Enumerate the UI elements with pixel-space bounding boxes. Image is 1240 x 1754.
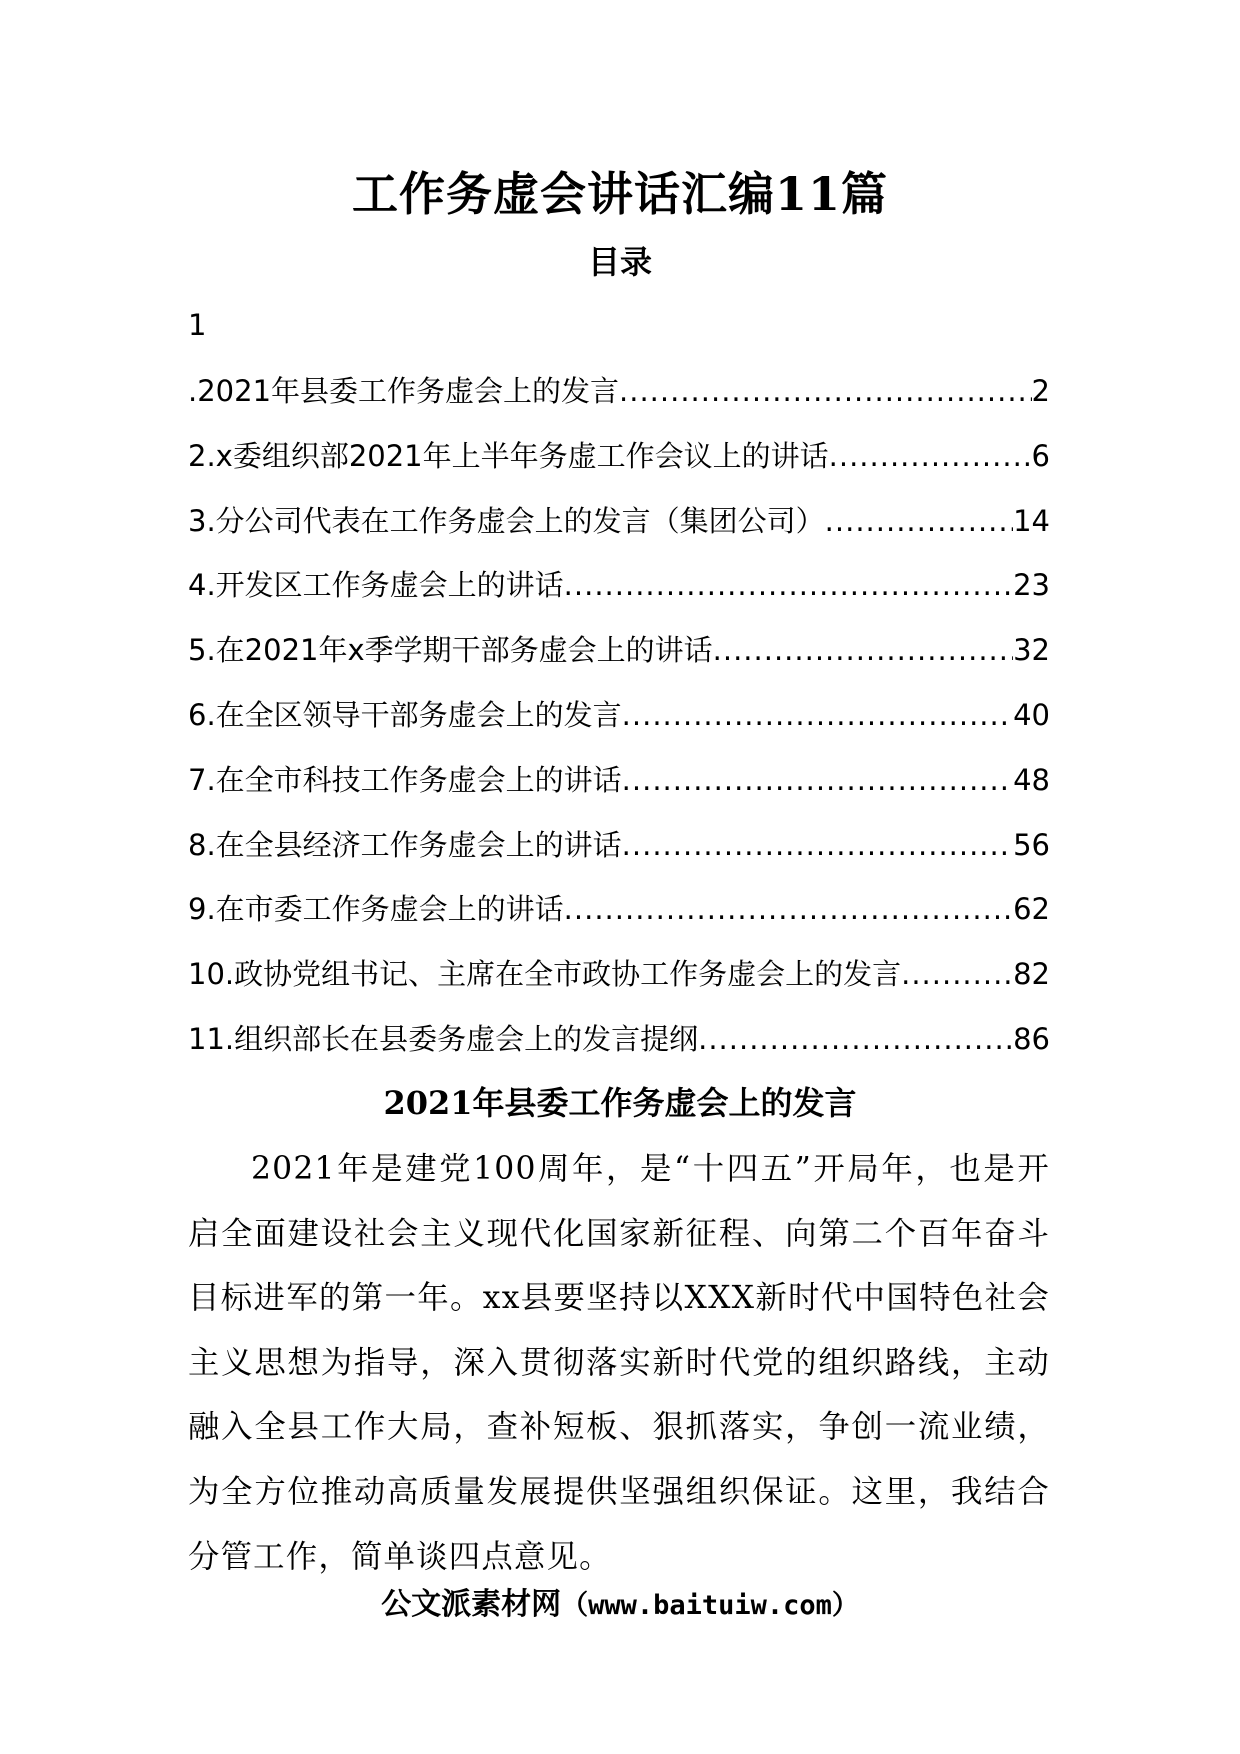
toc-entry[interactable] — [188, 887, 1050, 952]
footer-site-name: 公文派素材网 — [381, 1587, 562, 1622]
toc-dot-leader — [564, 563, 1013, 607]
footer-site-url: （www.baituiw.com） — [561, 1590, 859, 1621]
toc-entry-page: 40 — [1013, 697, 1050, 732]
footer-watermark — [0, 1582, 1240, 1629]
toc-entry[interactable] — [188, 758, 1050, 823]
toc-entry[interactable] — [188, 1017, 1050, 1082]
toc-entry-title: 2.x委组织部2021年上半年务虚工作会议上的讲话 — [188, 438, 829, 473]
toc-entry[interactable] — [188, 693, 1050, 758]
toc-entry-title: 3.分公司代表在工作务虚会上的发言（集团公司） — [188, 503, 825, 538]
toc-dot-leader — [825, 499, 1013, 543]
toc-lead-number: 1 — [188, 308, 207, 342]
toc-heading: 目录 — [587, 243, 652, 281]
toc-dot-leader — [698, 1017, 1013, 1061]
toc-entry-page: 48 — [1013, 762, 1050, 797]
toc-dot-leader — [622, 823, 1013, 867]
toc-entry-title: 9.在市委工作务虚会上的讲话 — [188, 892, 564, 927]
toc-dot-leader — [901, 952, 1013, 996]
toc-entry-page: 82 — [1013, 957, 1050, 992]
toc-dot-leader — [564, 887, 1013, 931]
toc-entry-title: 5.在2021年x季学期干部务虚会上的讲话 — [188, 633, 713, 668]
toc-entry[interactable] — [188, 952, 1050, 1017]
toc-entry-title: 10.政协党组书记、主席在全市政协工作务虚会上的发言 — [188, 957, 902, 992]
toc-entry-title: 7.在全市科技工作务虚会上的讲话 — [188, 762, 622, 797]
toc-entry[interactable] — [188, 434, 1050, 499]
toc-entry-title: 11.组织部长在县委务虚会上的发言提纲 — [188, 1021, 699, 1056]
toc-dot-leader — [622, 693, 1013, 737]
toc-dot-leader — [713, 628, 1013, 672]
document-title: 工作务虚会讲话汇编11篇 — [351, 167, 888, 221]
toc-entry-title: 6.在全区领导干部务虚会上的发言 — [188, 697, 622, 732]
body-paragraph: 2021年是建党100周年，是“十四五”开局年，也是开启全面建设社会主义现代化国家新征程、向第二个百年奋斗目标进军的第一年。xx县要坚持以XXX新时代中国特色社会主义思想为指导，深入贯彻落实新时代党的组织路线，主动融入全县工作大局，查补短板、狠抓落实，争创一流业绩，为全方位推动高质量发展提供坚强组织保证。这里，我结合分管工作，简单谈四点意见。 — [188, 1151, 1050, 1575]
toc-entry-title: 4.开发区工作务虚会上的讲话 — [188, 568, 564, 603]
toc-entry-page: 14 — [1013, 503, 1050, 538]
toc-entry-page: 32 — [1013, 633, 1050, 668]
toc-entry-title: .2021年县委工作务虚会上的发言 — [188, 374, 620, 408]
toc-entry[interactable] — [188, 628, 1050, 693]
section-title: 2021年县委工作务虚会上的发言 — [383, 1084, 857, 1122]
toc-entry-page: 56 — [1013, 827, 1050, 862]
toc-entry-page: 2 — [1031, 374, 1050, 408]
toc-entry-page: 6 — [1031, 438, 1050, 473]
toc-dot-leader — [829, 434, 1032, 478]
toc-entry-page: 23 — [1013, 568, 1050, 603]
toc-entry[interactable] — [188, 563, 1050, 628]
toc-entry[interactable] — [188, 499, 1050, 564]
toc-dot-leader — [622, 758, 1013, 802]
toc-entry-page: 86 — [1013, 1021, 1050, 1056]
toc-entry[interactable] — [188, 823, 1050, 888]
toc-entry-page: 62 — [1013, 892, 1050, 927]
table-of-contents — [188, 369, 1050, 1082]
toc-entry[interactable] — [188, 369, 1050, 434]
toc-dot-leader — [619, 369, 1032, 413]
toc-entry-title: 8.在全县经济工作务虚会上的讲话 — [188, 827, 622, 862]
